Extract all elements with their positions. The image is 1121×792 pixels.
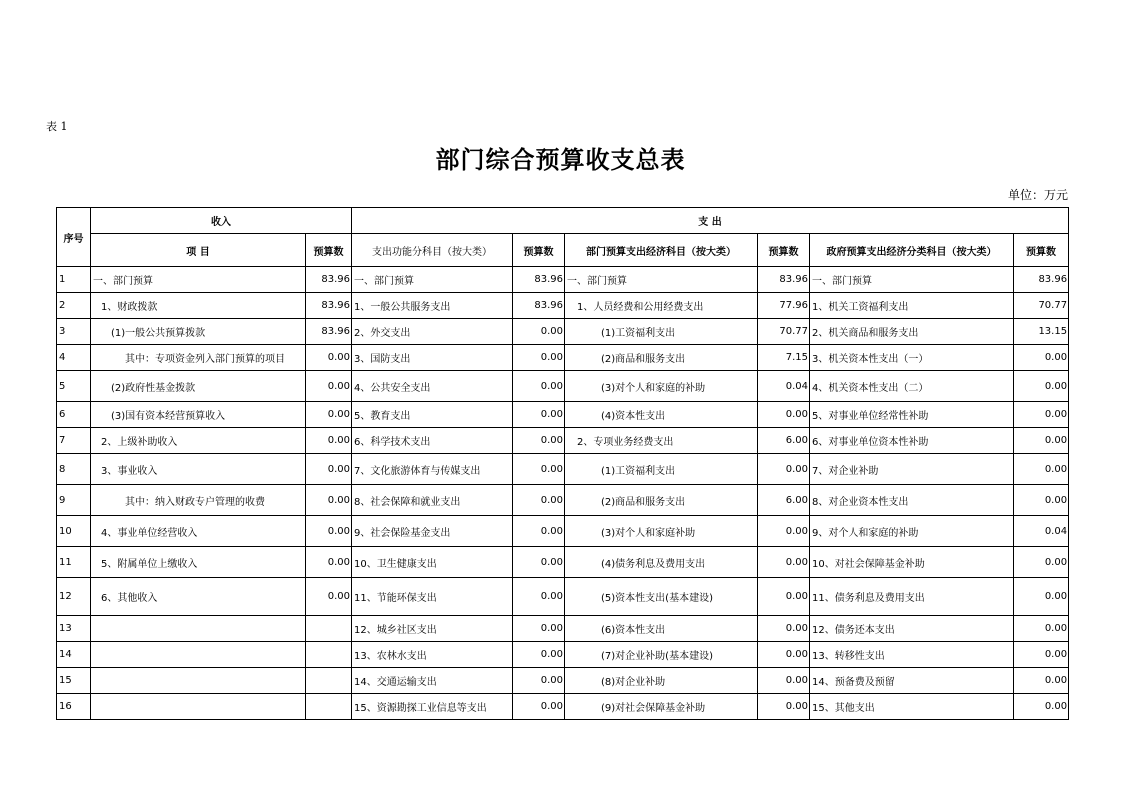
function-class-amount: 0.00 [513, 345, 565, 371]
gov-econ-amount: 0.00 [1014, 616, 1069, 642]
dept-econ-amount: 0.00 [758, 642, 810, 668]
income-amount [306, 616, 352, 642]
gov-econ-item: 6、对事业单位资本性补助 [810, 428, 1014, 454]
table-label: 表 1 [46, 120, 68, 133]
header-expense: 支 出 [352, 208, 1069, 234]
header-gov-amount: 预算数 [1014, 234, 1069, 267]
gov-econ-item: 5、对事业单位经常性补助 [810, 402, 1014, 428]
table-row [57, 616, 1069, 642]
income-item: (2)政府性基金拨款 [91, 371, 306, 402]
function-class-amount: 0.00 [513, 578, 565, 616]
gov-econ-amount: 0.00 [1014, 668, 1069, 694]
dept-econ-amount: 6.00 [758, 428, 810, 454]
income-amount: 83.96 [306, 319, 352, 345]
function-class-item: 3、国防支出 [352, 345, 513, 371]
dept-econ-item: (4)资本性支出 [565, 402, 758, 428]
table-row [57, 642, 1069, 668]
gov-econ-item: 10、对社会保障基金补助 [810, 547, 1014, 578]
dept-econ-item: (1)工资福利支出 [565, 319, 758, 345]
table-row [57, 547, 1069, 578]
gov-econ-item: 4、机关资本性支出（二） [810, 371, 1014, 402]
income-amount [306, 668, 352, 694]
table-row [57, 694, 1069, 720]
header-dept-econ: 部门预算支出经济科目（按大类） [565, 234, 758, 267]
income-item: 其中：纳入财政专户管理的收费 [91, 485, 306, 516]
gov-econ-amount: 0.00 [1014, 694, 1069, 720]
income-amount [306, 694, 352, 720]
gov-econ-item: 12、债务还本支出 [810, 616, 1014, 642]
function-class-item: 7、文化旅游体育与传媒支出 [352, 454, 513, 485]
function-class-item: 12、城乡社区支出 [352, 616, 513, 642]
gov-econ-item: 2、机关商品和服务支出 [810, 319, 1014, 345]
income-amount: 0.00 [306, 485, 352, 516]
table-row [57, 319, 1069, 345]
gov-econ-item: 8、对企业资本性支出 [810, 485, 1014, 516]
gov-econ-item: 7、对企业补助 [810, 454, 1014, 485]
income-amount: 0.00 [306, 371, 352, 402]
table-row [57, 454, 1069, 485]
income-item: (3)国有资本经营预算收入 [91, 402, 306, 428]
dept-econ-amount: 0.00 [758, 668, 810, 694]
unit-label: 单位：万元 [1007, 188, 1068, 202]
dept-econ-item: (3)对个人和家庭的补助 [565, 371, 758, 402]
row-number: 2 [57, 293, 91, 319]
function-class-item: 1、一般公共服务支出 [352, 293, 513, 319]
gov-econ-item: 3、机关资本性支出（一） [810, 345, 1014, 371]
dept-econ-item: (1)工资福利支出 [565, 454, 758, 485]
gov-econ-amount: 0.04 [1014, 516, 1069, 547]
table-row [57, 345, 1069, 371]
row-number: 5 [57, 371, 91, 402]
gov-econ-item: 一、部门预算 [810, 267, 1014, 293]
document-title: 部门综合预算收支总表 [435, 146, 686, 174]
gov-econ-amount: 0.00 [1014, 485, 1069, 516]
row-number: 8 [57, 454, 91, 485]
income-item: 4、事业单位经营收入 [91, 516, 306, 547]
gov-econ-item: 15、其他支出 [810, 694, 1014, 720]
row-number: 6 [57, 402, 91, 428]
income-item: 5、附属单位上缴收入 [91, 547, 306, 578]
dept-econ-amount: 0.00 [758, 454, 810, 485]
dept-econ-amount: 83.96 [758, 267, 810, 293]
gov-econ-amount: 0.00 [1014, 578, 1069, 616]
dept-econ-amount: 0.00 [758, 516, 810, 547]
dept-econ-item: 1、人员经费和公用经费支出 [565, 293, 758, 319]
function-class-amount: 83.96 [513, 267, 565, 293]
income-amount: 0.00 [306, 345, 352, 371]
function-class-item: 15、资源勘探工业信息等支出 [352, 694, 513, 720]
income-item: 2、上级补助收入 [91, 428, 306, 454]
row-number: 3 [57, 319, 91, 345]
function-class-item: 9、社会保险基金支出 [352, 516, 513, 547]
function-class-amount: 0.00 [513, 694, 565, 720]
gov-econ-item: 14、预备费及预留 [810, 668, 1014, 694]
gov-econ-item: 11、债务利息及费用支出 [810, 578, 1014, 616]
header-func-amount: 预算数 [513, 234, 565, 267]
table-row [57, 578, 1069, 616]
gov-econ-amount: 0.00 [1014, 642, 1069, 668]
income-amount: 0.00 [306, 578, 352, 616]
function-class-item: 14、交通运输支出 [352, 668, 513, 694]
gov-econ-amount: 0.00 [1014, 454, 1069, 485]
function-class-amount: 0.00 [513, 428, 565, 454]
dept-econ-item: (4)债务利息及费用支出 [565, 547, 758, 578]
dept-econ-item: (8)对企业补助 [565, 668, 758, 694]
table-row [57, 516, 1069, 547]
dept-econ-amount: 77.96 [758, 293, 810, 319]
income-item: (1)一般公共预算拨款 [91, 319, 306, 345]
function-class-amount: 0.00 [513, 547, 565, 578]
gov-econ-amount: 0.00 [1014, 402, 1069, 428]
income-amount: 0.00 [306, 454, 352, 485]
header-gov-econ: 政府预算支出经济分类科目（按大类） [810, 234, 1014, 267]
table-row [57, 668, 1069, 694]
dept-econ-amount: 0.00 [758, 402, 810, 428]
dept-econ-item: 一、部门预算 [565, 267, 758, 293]
row-number: 15 [57, 668, 91, 694]
table-row [57, 293, 1069, 319]
dept-econ-amount: 0.00 [758, 616, 810, 642]
function-class-amount: 0.00 [513, 642, 565, 668]
function-class-item: 4、公共安全支出 [352, 371, 513, 402]
function-class-item: 13、农林水支出 [352, 642, 513, 668]
dept-econ-item: (3)对个人和家庭补助 [565, 516, 758, 547]
header-income-amount: 预算数 [306, 234, 352, 267]
row-number: 13 [57, 616, 91, 642]
dept-econ-amount: 0.04 [758, 371, 810, 402]
income-item: 一、部门预算 [91, 267, 306, 293]
budget-table [56, 207, 1069, 720]
income-item: 其中：专项资金列入部门预算的项目 [91, 345, 306, 371]
gov-econ-amount: 0.00 [1014, 428, 1069, 454]
income-item: 1、财政拨款 [91, 293, 306, 319]
row-number: 10 [57, 516, 91, 547]
income-amount [306, 642, 352, 668]
dept-econ-item: (7)对企业补助(基本建设) [565, 642, 758, 668]
income-amount: 0.00 [306, 402, 352, 428]
income-item [91, 616, 306, 642]
gov-econ-amount: 0.00 [1014, 371, 1069, 402]
dept-econ-item: (2)商品和服务支出 [565, 485, 758, 516]
function-class-item: 2、外交支出 [352, 319, 513, 345]
header-func-class: 支出功能分科目（按大类） [352, 234, 513, 267]
gov-econ-amount: 13.15 [1014, 319, 1069, 345]
table-row [57, 402, 1069, 428]
dept-econ-amount: 0.00 [758, 694, 810, 720]
gov-econ-amount: 83.96 [1014, 267, 1069, 293]
row-number: 9 [57, 485, 91, 516]
header-dept-amount: 预算数 [758, 234, 810, 267]
function-class-amount: 0.00 [513, 319, 565, 345]
dept-econ-amount: 6.00 [758, 485, 810, 516]
function-class-amount: 0.00 [513, 402, 565, 428]
function-class-amount: 0.00 [513, 454, 565, 485]
row-number: 4 [57, 345, 91, 371]
table-row [57, 428, 1069, 454]
function-class-amount: 0.00 [513, 668, 565, 694]
income-amount: 0.00 [306, 516, 352, 547]
income-amount: 0.00 [306, 428, 352, 454]
gov-econ-amount: 70.77 [1014, 293, 1069, 319]
function-class-item: 10、卫生健康支出 [352, 547, 513, 578]
dept-econ-amount: 7.15 [758, 345, 810, 371]
function-class-amount: 0.00 [513, 616, 565, 642]
dept-econ-item: (2)商品和服务支出 [565, 345, 758, 371]
header-seq: 序号 [57, 208, 91, 267]
function-class-item: 一、部门预算 [352, 267, 513, 293]
row-number: 12 [57, 578, 91, 616]
table-row [57, 485, 1069, 516]
gov-econ-item: 13、转移性支出 [810, 642, 1014, 668]
function-class-amount: 0.00 [513, 516, 565, 547]
function-class-item: 6、科学技术支出 [352, 428, 513, 454]
dept-econ-item: 2、专项业务经费支出 [565, 428, 758, 454]
income-item: 6、其他收入 [91, 578, 306, 616]
income-amount: 83.96 [306, 267, 352, 293]
dept-econ-amount: 0.00 [758, 547, 810, 578]
gov-econ-item: 1、机关工资福利支出 [810, 293, 1014, 319]
header-income: 收入 [91, 208, 352, 234]
row-number: 14 [57, 642, 91, 668]
row-number: 16 [57, 694, 91, 720]
table-row [57, 371, 1069, 402]
gov-econ-item: 9、对个人和家庭的补助 [810, 516, 1014, 547]
function-class-amount: 0.00 [513, 371, 565, 402]
row-number: 11 [57, 547, 91, 578]
function-class-amount: 0.00 [513, 485, 565, 516]
row-number: 7 [57, 428, 91, 454]
row-number: 1 [57, 267, 91, 293]
function-class-item: 5、教育支出 [352, 402, 513, 428]
dept-econ-item: (6)资本性支出 [565, 616, 758, 642]
dept-econ-amount: 70.77 [758, 319, 810, 345]
function-class-item: 8、社会保障和就业支出 [352, 485, 513, 516]
dept-econ-item: (9)对社会保障基金补助 [565, 694, 758, 720]
table-row [57, 267, 1069, 293]
gov-econ-amount: 0.00 [1014, 547, 1069, 578]
header-item: 项 目 [91, 234, 306, 267]
dept-econ-amount: 0.00 [758, 578, 810, 616]
income-item [91, 668, 306, 694]
income-item [91, 694, 306, 720]
gov-econ-amount: 0.00 [1014, 345, 1069, 371]
income-amount: 83.96 [306, 293, 352, 319]
income-item: 3、事业收入 [91, 454, 306, 485]
dept-econ-item: (5)资本性支出(基本建设) [565, 578, 758, 616]
function-class-amount: 83.96 [513, 293, 565, 319]
income-amount: 0.00 [306, 547, 352, 578]
income-item [91, 642, 306, 668]
function-class-item: 11、节能环保支出 [352, 578, 513, 616]
